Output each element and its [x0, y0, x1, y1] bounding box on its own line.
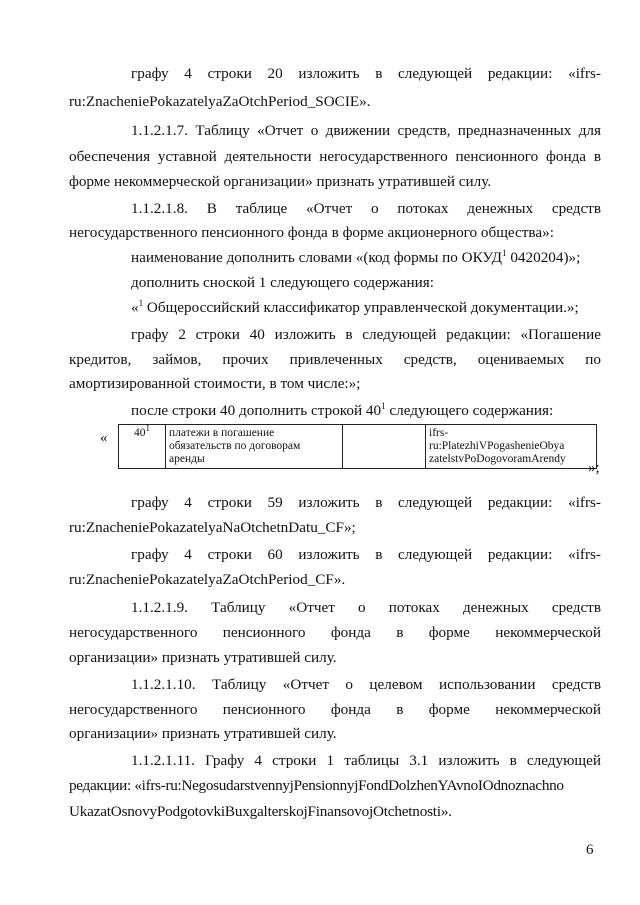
cell-text-line: ifrs-: [429, 427, 449, 439]
text-line: графу 4 строки 20 изложить в следующей редакции: «ifrs-: [131, 65, 601, 82]
text-line: обеспечения уставной деятельности негосударственного пенсионного фонда в: [69, 148, 601, 165]
table-cell-number: [119, 425, 166, 469]
table-row: [119, 425, 597, 469]
text-segment: после строки 40 дополнить строкой 40: [131, 402, 382, 419]
text-line: ru:ZnacheniePokazatelyaZaOtchPeriod_CF».: [69, 571, 346, 588]
text-line: форме некоммерческой организации» признать утратившей силу.: [69, 173, 492, 190]
text-line: [131, 298, 579, 318]
open-quote: «: [100, 430, 108, 446]
text-line: дополнить сноской 1 следующего содержания:: [131, 274, 434, 291]
text-line: 1.1.2.1.10. Таблицу «Отчет о целевом использовании средств: [131, 676, 601, 693]
row-number-superscript: 1: [145, 423, 150, 434]
footnote-marker: 1: [502, 247, 507, 258]
text-line: негосударственного пенсионного фонда в форме некоммерческой: [69, 701, 601, 718]
cell-text-line: платежи в погашение: [169, 427, 275, 439]
table-cell-empty: [343, 425, 426, 469]
text-line: [131, 401, 553, 421]
text-line: ru:ZnacheniePokazatelyaNaOtchetnDatu_CF»;: [69, 519, 356, 536]
row-number: 40: [134, 427, 146, 439]
text-segment: Общероссийский классификатор управленческой документации.»;: [143, 299, 579, 316]
footnote-marker: 1: [138, 297, 144, 308]
cell-text-line: аренды: [169, 453, 205, 465]
footnote-marker: 1: [381, 400, 386, 411]
cell-text-line: ru:PlatezhiVPogashenieObya: [429, 440, 565, 452]
text-line: 1.1.2.1.9. Таблицу «Отчет о потоках денежных средств: [131, 599, 601, 616]
text-line: негосударственного пенсионного фонда в форме некоммерческой: [69, 624, 601, 641]
cell-text-line: обязательств по договорам: [169, 440, 301, 452]
text-line: кредитов, займов, прочих привлеченных средств, оцениваемых по: [69, 351, 601, 368]
cell-text-line: zatelstvPoDogovoramArendy: [429, 453, 566, 465]
text-line: графу 4 строки 60 изложить в следующей редакции: «ifrs-: [131, 546, 601, 563]
table-cell-description: [166, 425, 343, 469]
text-line: организации» признать утратившей силу.: [69, 649, 337, 666]
page-number: 6: [586, 842, 594, 858]
text-line: организации» признать утратившей силу.: [69, 725, 337, 742]
text-line: графу 4 строки 59 изложить в следующей редакции: «ifrs-: [131, 494, 601, 511]
inserted-row-table: [118, 424, 597, 469]
text-line: графу 2 строки 40 изложить в следующей редакции: «Погашение: [131, 326, 601, 343]
text-segment: наименование дополнить словами «(код формы по ОКУД: [131, 249, 503, 266]
text-line: ru:ZnacheniePokazatelyaZaOtchPeriod_SOCIE».: [69, 93, 371, 110]
text-line: 1.1.2.1.8. В таблице «Отчет о потоках денежных средств: [131, 200, 601, 217]
text-line: [131, 248, 580, 268]
text-segment: следующего содержания:: [385, 402, 554, 419]
text-line: амортизированной стоимости, в том числе:»;: [69, 375, 361, 392]
inserted-table-block: [70, 424, 610, 476]
text-segment: «: [131, 299, 139, 316]
text-line: негосударственного пенсионного фонда в форме акционерного общества»:: [69, 224, 554, 241]
text-line: 1.1.2.1.7. Таблицу «Отчет о движении средств, предназначенных для: [131, 122, 601, 139]
close-quote: »;: [588, 460, 600, 476]
text-segment: 0420204)»;: [506, 249, 581, 266]
text-line: 1.1.2.1.11. Графу 4 строки 1 таблицы 3.1 изложить в следующей: [131, 752, 601, 769]
text-line: редакции: «ifrs-ru:NegosudarstvennyjPensionnyjFondDolzhenYAvnoIOdnoznachno: [69, 777, 564, 794]
text-line: UkazatOsnovyPodgotovkiBuxgalterskojFinansovojOtchetnosti».: [69, 803, 452, 820]
table-cell-code: [426, 425, 597, 469]
